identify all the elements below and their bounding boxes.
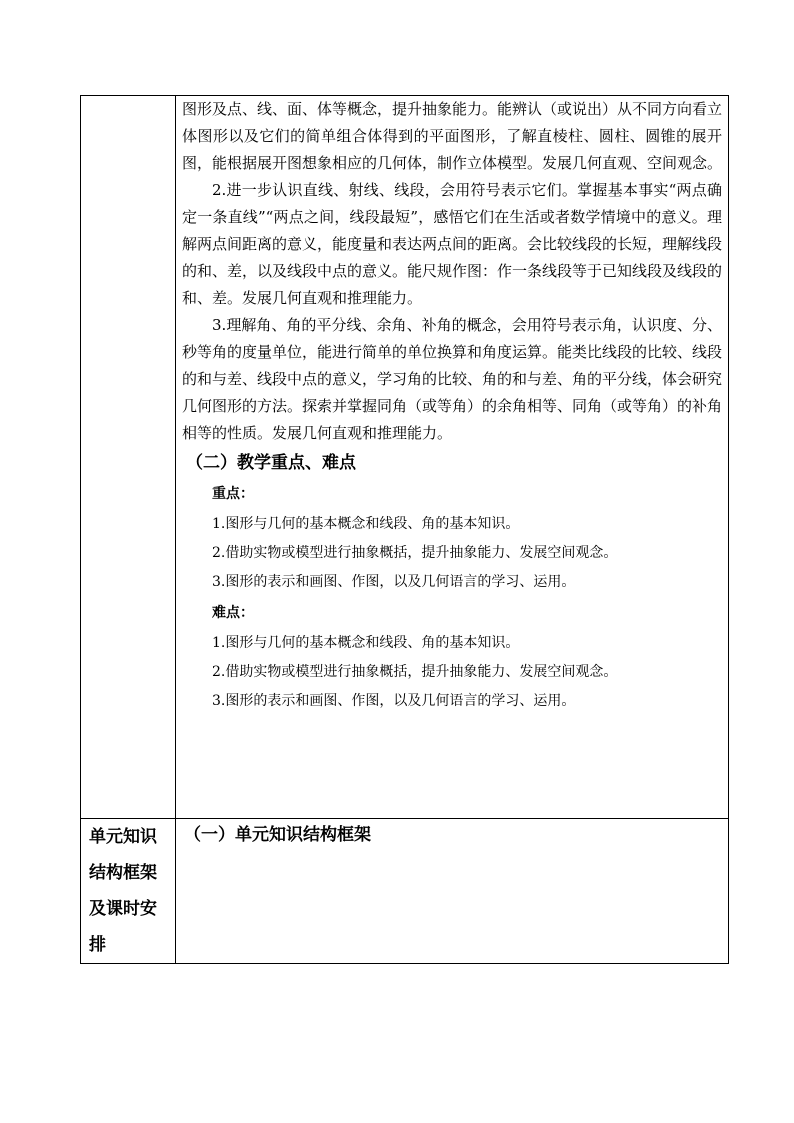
unit-plan-table (80, 95, 729, 964)
objective-paragraph-2: 2.进一步认识直线、射线、线段，会用符号表示它们。掌握基本事实“两点确定一条直线”“两点之间，线段最短”，感悟它们在生活或者数学情境中的意义。理解两点间距离的意义，能度量和表达两点间的距离。会比较线段的长短，理解线段的和、差，以及线段中点的意义。能尺规作图：作一条线段等于已知线段及线段的和、差。发展几何直观和推理能力。 (182, 181, 723, 307)
objectives-content-cell (176, 96, 729, 819)
difficulty-item-1: 1.图形与几何的基本概念和线段、角的基本知识。 (212, 635, 520, 651)
framework-content-cell (176, 819, 729, 964)
objective-paragraph-3: 3.理解角、角的平分线、余角、补角的概念，会用符号表示角，认识度、分、秒等角的度量单位，能进行简单的单位换算和角度运算。能类比线段的比较、线段的和与差、线段中点的意义，学习角的比较、角的和与差、角的平分线，体会研究几何图形的方法。探索并掌握同角（或等角）的余角相等、同角（或等角）的补角相等的性质。发展几何直观和推理能力。 (182, 316, 723, 442)
objectives-row (81, 96, 729, 819)
difficulty-item-2: 2.借助实物或模型进行抽象概括，提升抽象能力、发展空间观念。 (212, 664, 618, 680)
focus-item-2: 2.借助实物或模型进行抽象概括，提升抽象能力、发展空间观念。 (212, 545, 618, 561)
framework-row (81, 819, 729, 964)
key-points-heading: （二）教学重点、难点 (186, 453, 356, 473)
focus-item-3: 3.图形的表示和画图、作图，以及几何语言的学习、运用。 (212, 574, 576, 590)
framework-heading: （一）单元知识结构框架 (184, 825, 371, 845)
focus-label: 重点： (212, 486, 254, 502)
difficulty-item-3: 3.图形的表示和画图、作图，以及几何语言的学习、运用。 (212, 693, 576, 709)
focus-item-1: 1.图形与几何的基本概念和线段、角的基本知识。 (212, 516, 520, 532)
framework-side-cell (81, 819, 176, 964)
objective-paragraph-1: 图形及点、线、面、体等概念，提升抽象能力。能辨认（或说出）从不同方向看立体图形以及它们的简单组合体得到的平面图形，了解直棱柱、圆柱、圆锥的展开图，能根据展开图想象相应的几何体，制作立体模型。发展几何直观、空间观念。 (182, 100, 723, 172)
framework-side-label: 单元知识结构框架及课时安排 (89, 827, 157, 955)
objectives-side-cell (81, 96, 176, 819)
difficulty-label: 难点： (212, 605, 254, 621)
